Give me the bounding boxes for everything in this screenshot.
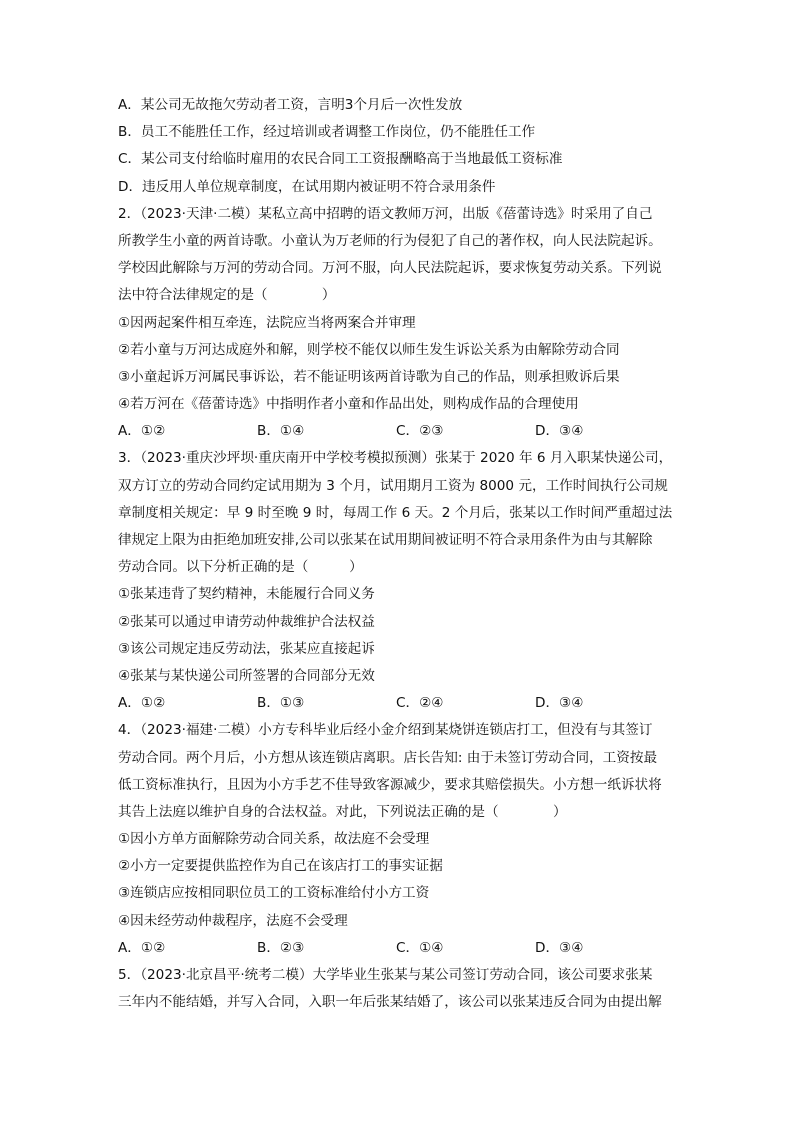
q2-choice-d: D．③④ <box>535 423 584 440</box>
q4-stem-line: 4．（2023·福建·二模）小方专科毕业后经小金介绍到某烧饼连锁店打工，但没有与其签订 <box>118 722 653 739</box>
q2-stem-line: 所教学生小童的两首诗歌。小童认为万老师的行为侵犯了自己的著作权，向人民法院起诉。 <box>118 232 662 249</box>
q4-choices <box>118 935 688 962</box>
q3-stem-line: 双方订立的劳动合同约定试用期为 3 个月，试用期月工资为 8000 元，工作时间执行公司规 <box>118 477 668 494</box>
q3-item-1: ①张某违背了契约精神，未能履行合同义务 <box>118 586 375 603</box>
q3-stem-line: 律规定上限为由拒绝加班安排,公司以张某在试用期间被证明不符合录用条件为由与其解除 <box>118 532 653 548</box>
q3-item-3: ③该公司规定违反劳动法，张某应直接起诉 <box>118 640 375 657</box>
q3-choice-c: C．②④ <box>396 695 444 712</box>
q3-item-2: ②张某可以通过申请劳动仲裁维护合法权益 <box>118 613 375 630</box>
q2-item-2: ②若小童与万河达成庭外和解，则学校不能仅以师生发生诉讼关系为由解除劳动合同 <box>118 341 620 358</box>
q4-item-3: ③连锁店应按相同职位员工的工资标准给付小方工资 <box>118 885 430 902</box>
q3-stem-line: 3．（2023·重庆沙坪坝·重庆南开中学校考模拟预测）张某于 2020 年 6 月入职某快递公司， <box>118 450 673 467</box>
q4-item-2: ②小方一定要提供监控作为自己在该店打工的事实证据 <box>118 858 443 875</box>
q4-item-1: ①因小方单方面解除劳动合同关系，故法庭不会受理 <box>118 831 430 848</box>
question-4 <box>118 717 688 962</box>
q1-option-c: C．某公司支付给临时雇用的农民合同工工资报酬略高于当地最低工资标准 <box>118 151 563 168</box>
question-2 <box>118 201 688 446</box>
q2-stem-line: 法中符合法律规定的是（ ） <box>118 287 336 304</box>
q1-option-d: D．违反用人单位规章制度，在试用期内被证明不符合录用条件 <box>118 178 496 195</box>
q3-choices <box>118 690 688 717</box>
question-5 <box>118 962 688 1016</box>
q3-stem-line: 章制度相关规定：早 9 时至晚 9 时，每周工作 6 天。2 个月后，张某以工作时间严重超过法 <box>118 504 673 521</box>
document-page <box>118 92 688 1016</box>
q1-option-a: A．某公司无故拖欠劳动者工资，言明3个月后一次性发放 <box>118 97 463 113</box>
q4-choice-c: C．①④ <box>396 939 444 956</box>
q2-choices <box>118 418 688 445</box>
question-3 <box>118 445 688 717</box>
q2-stem-line: 学校因此解除与万河的劳动合同。万河不服，向人民法院起诉，要求恢复劳动关系。下列说 <box>118 260 662 277</box>
q4-stem-line: 其告上法庭以维护自身的合法权益。对此，下列说法正确的是（ ） <box>118 803 567 820</box>
q2-choice-c: C．②③ <box>396 423 444 440</box>
q5-stem-line: 三年内不能结婚，并写入合同，入职一年后张某结婚了，该公司以张某违反合同为由提出解 <box>118 994 662 1011</box>
q5-stem-line: 5．（2023·北京昌平·统考二模）大学毕业生张某与某公司签订劳动合同，该公司要求张某 <box>118 967 653 983</box>
q3-choice-d: D．③④ <box>535 695 584 712</box>
q4-choice-b: B．②③ <box>257 939 305 956</box>
q3-item-4: ④张某与某快递公司所签署的合同部分无效 <box>118 667 375 684</box>
q1-option-b: B．员工不能胜任工作，经过培训或者调整工作岗位，仍不能胜任工作 <box>118 124 536 141</box>
q2-choice-b: B．①④ <box>257 423 305 440</box>
q2-choice-a: A．①② <box>118 423 166 440</box>
q4-stem-line: 低工资标准执行，且因为小方手艺不佳导致客源减少，要求其赔偿损失。小方想一纸诉状将 <box>118 776 662 793</box>
q1-options <box>118 92 688 201</box>
q4-stem-line: 劳动合同。两个月后，小方想从该连锁店离职。店长告知: 由于未签订劳动合同，工资按最 <box>118 749 658 766</box>
q2-item-1: ①因两起案件相互牵连，法院应当将两案合并审理 <box>118 314 416 331</box>
q2-item-3: ③小童起诉万河属民事诉讼，若不能证明该两首诗歌为自己的作品，则承担败诉后果 <box>118 368 620 385</box>
q4-choice-d: D．③④ <box>535 939 584 956</box>
q3-choice-b: B．①③ <box>257 695 305 712</box>
q3-choice-a: A．①② <box>118 695 166 712</box>
q2-item-4: ④若万河在《蓓蕾诗选》中指明作者小童和作品出处，则构成作品的合理使用 <box>118 396 579 413</box>
q3-stem-line: 劳动合同。以下分析正确的是（ ） <box>118 559 363 576</box>
q4-item-4: ④因未经劳动仲裁程序，法庭不会受理 <box>118 912 348 929</box>
q2-stem-line: 2．（2023·天津·二模）某私立高中招聘的语文教师万河，出版《蓓蕾诗选》时采用了自己 <box>118 205 653 222</box>
q4-choice-a: A．①② <box>118 939 166 956</box>
